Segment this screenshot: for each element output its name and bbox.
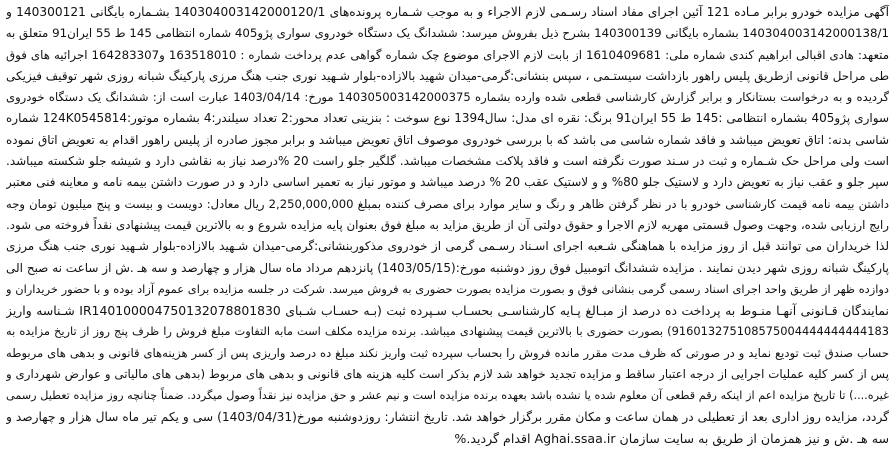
notice-line: نمایندگان قـانونی آنهـا منـوط به پرداخت ده درصد از مبـالغ پـایه کارشناسـی بحسـاب سـپرده ثبت (بـه حسـاب شـبای IR140100004750132078801830 شـناسه واریز [6, 303, 889, 319]
notice-line: طی مراحل قانونی ازطریق پلیس راهور بازداشت سیستـمی ، سپس بنشانی:گرمی-میدان شهید بالازاده-بلوار شـهید نوری جنب هنگ مرزی پارکینگ شبانه روزی شهر توقیف فیزیکی [6, 68, 889, 83]
notice-line: غیره....) تا تاریخ مزایده اعم از اینکه رقم قطعی آن معلوم شده یا نشده باشد بعهده برنده مزایده است و نیم عشر و حق مزایده نیز نقداً وصول میگردد. ضمناً چنانچه روز مزایده تعطیل رسمی [6, 389, 889, 403]
notice-line: آگهی مزایده خودرو برابر مـاده 121 آئین اجرای مفاد اسناد رسـمی لازم الاجراء و به موجب شـماره پرونده‌های 140304003142000120/1 بشـماره بایگانی 140300121 و [6, 5, 889, 19]
notice-line: 916013275108575004444444444183) بصورت حضوری با بالاترین قیمت پیشنهادی میباشد. برنده مزایده مکلف است مابه التفاوت مبلغ فروش را ظرف پنج روز از تاریخ مزایده به [6, 324, 889, 339]
notice-line: گردیده و به درخواست بستانکار و برابر گزارش کارشناسی قطعی شده وارده بشماره 140305003142000375 مورخ: 1403/04/14 عبارت است از: ششدانگ یک دستگاه خودروی [6, 90, 889, 105]
notice-line: حساب صندق ثبت تودیع نماید و در صورتی که ظرف مدت مقرر مانده فروش را بحساب سپرده ثبت واریز نکند مبلغ ده درصد واریزی پس از کسر هزینه‌های قانونی و بدهی های مربوطه [6, 345, 889, 360]
notice-line: رایج ارزیابی شده، وجهت وصول قسمتی مهریه لازم الاجرا و حقوق دولتی آن از طریق مزاید به مبلغ فوق بعنوان پایه مزایده شروع و به بالاترین قیمت پیشنهادی نقداً فروخته می شود. [6, 217, 889, 232]
notice-line: گردد، مزایده روز اداری بعد از تعطیلی در همان ساعت و مکان مقرر برگزار خواهد شد. تاریخ انتشار: روزدوشنبه مورخ(1403/04/31) سی و یکم تیر ماه سال هزار و چهارصد و [6, 409, 889, 424]
notice-line: دوازده ظهر از طریق واحد اجرای اسناد رسمی گرمی بنشانی فوق و بصورت مزایده بصورت حضوری به فروش میرسد. شرکت در جلسه مزایده برای عموم آزاد بوده و با حضور خریداران و [6, 281, 889, 296]
notice-line: پارکینگ شبانه روزی شهر دیدن نمایند . مزایده ششدانگ اتومبیل فوق روز دوشنبه مورخ:(1403/05/15) پانزدهم مرداد ماه سال هزار و چهارصد و سه هـ .ش از ساعت نه صبح الی [6, 260, 889, 275]
notice-line: لذا خریداران می توانند قبل از روز مزایده با هماهنگی شـعبه اجرای اسـناد رسـمی گرمی از خودروی مذکوربنشانی:گرمی-میدان شـهید بالازاده-بلوار شـهید نوری جنب هنگ مرزی [6, 239, 889, 254]
notice-line: پس از کسر کلیه عملیات اجرایی از درجه اعتبار ساقط و مزایده تجدید خواهد شد لازم بذکر است کلیه هزینه های قانونی و بدهی های مربوط (بدهی های مالیاتی و عوارض شهرداری و [6, 367, 889, 382]
notice-line: 140304003142000138/1 بشماره بایگانی 140300139 بشرح ذیل بفروش میرسد: ششدانگ یک دستگاه خودروی سواری پژو405 شماره انتظامی 145 ط 55 ایران91 متعلق به [6, 26, 889, 41]
notice-line: متعهد: هادی اقبالی ابراهیم کندی شماره ملی: 1610409681 از بابت لازم الاجرای موضوع چک شماره گواهی عدم پرداخت شماره : 163518010 و164283307 اجرائیه های فوق [6, 47, 889, 62]
notice-line: شاسی بدنه: اتاق تعویض میباشد و فاقد شماره شاسی می باشد که با بررسی خودروی موصوف اتاق تعویض میباشد و برابر مجوز صادره از پلیس راهور اقدام به تعویض اتاق نموده [6, 132, 889, 147]
notice-line: داشتن بیمه نامه قیمت کارشناسی خودرو با در نظر گرفتن ظاهر و رنگ و سایر موارد برای مصرف کننده بمبلغ 2,250,000,000 ریال معادل: دویست و بیست و پنج میلیون تومان وجه [6, 196, 889, 211]
notice-line: است ولی مراحل حک شـماره و ثبت در سـند صورت نگرفته است و فاقد پلاکت مشخصات میباشد. گلگیر جلو راست 20 %درصد نیاز به نقاشی دارد و شیشه جلو شکسته میباشد. [6, 154, 889, 169]
notice-line: سه هـ .ش و نیز همزمان از طریق به سایت سازمان Aghai.ssaa.ir اقدام گردید.% [454, 430, 889, 446]
notice-line: سپر جلو و عقب نیاز به تعویض دارد و لاستیک جلو 80% و و لاستیک عقب 20 % درصد میباشد و موتور نیاز به تعمیر اساسی دارد و در صورت داشتن بیمه نامه و معاینه فنی معتبر [6, 175, 889, 190]
notice-line: سواری پژو405 بشماره انتظامی :145 ط 55 ایران91 برنگ: نقره ای مدل: سال1394 نوع سوخت : بنزینی تعداد محور:2 تعداد سیلندر:4 بشماره موتور:124K0545814 شماره [6, 111, 889, 126]
